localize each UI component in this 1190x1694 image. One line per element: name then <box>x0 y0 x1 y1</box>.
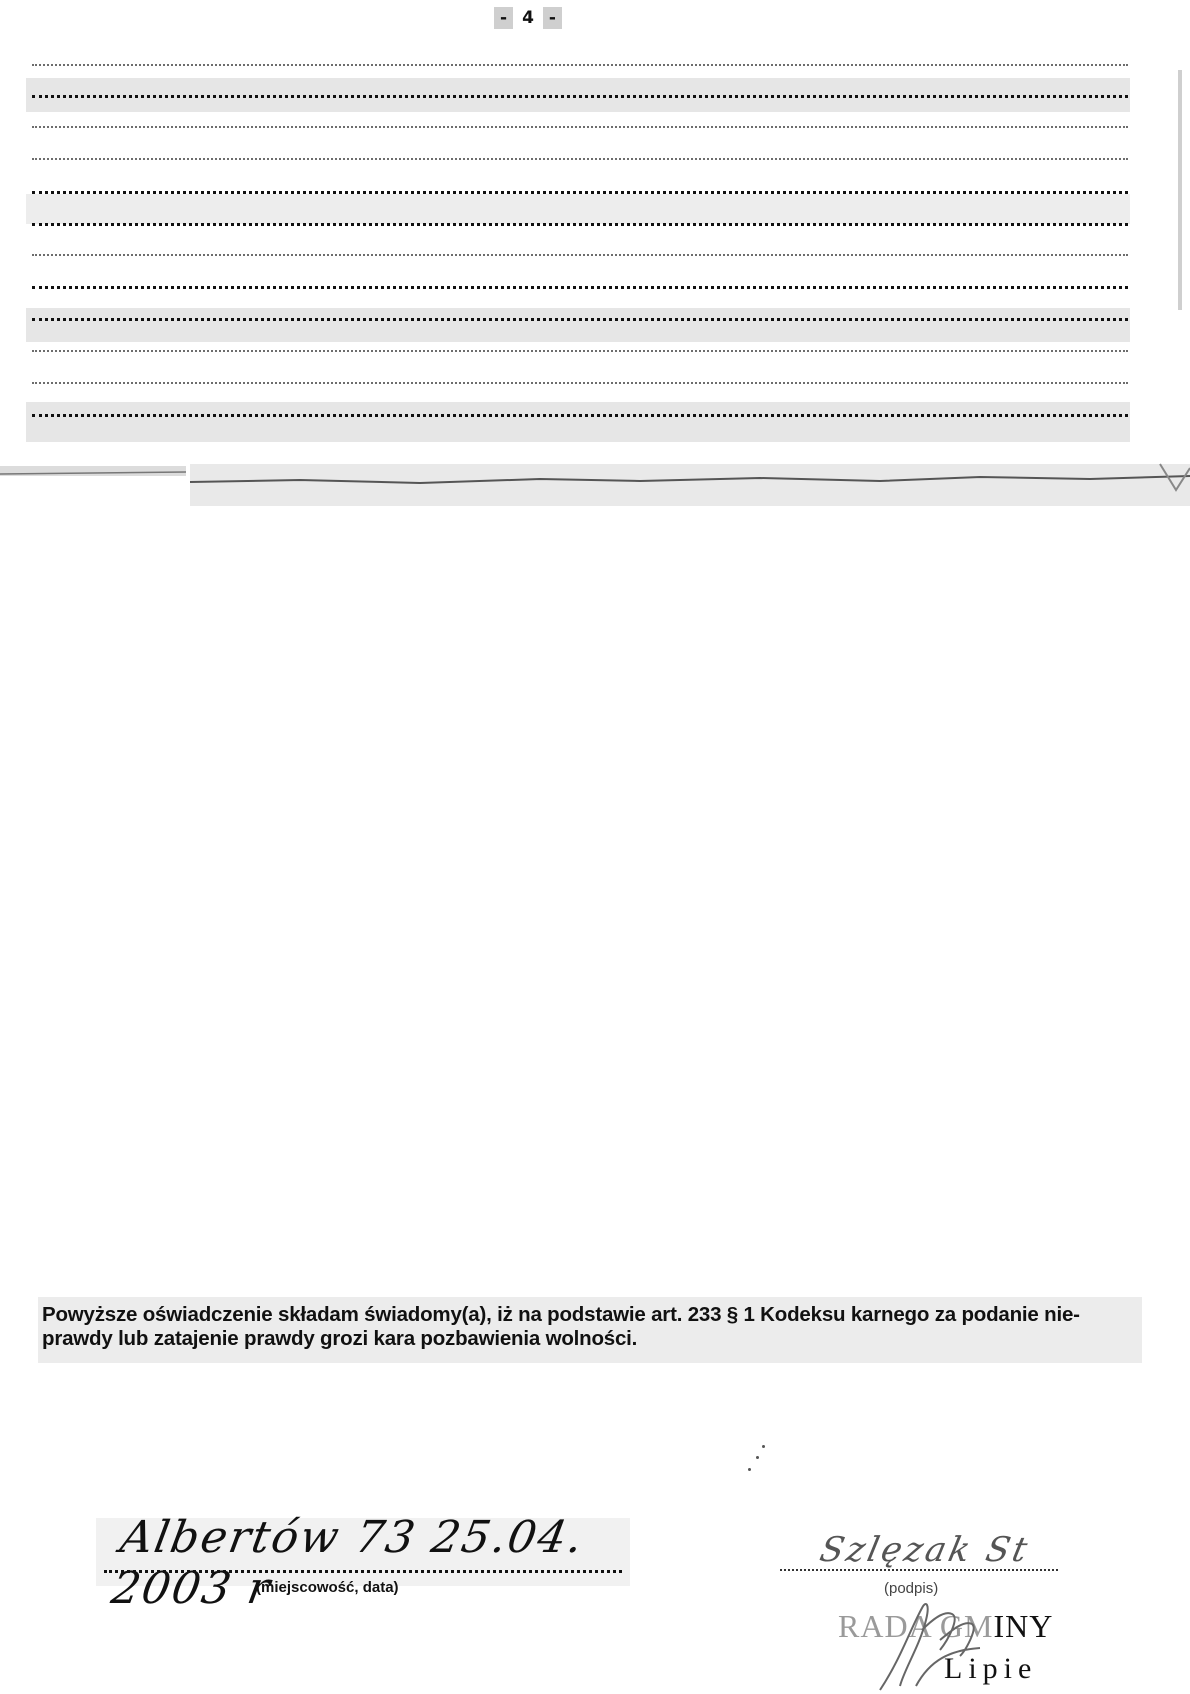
scan-speck <box>756 1456 759 1459</box>
dotted-line <box>32 64 1128 66</box>
dotted-line <box>32 158 1128 160</box>
page-number-dash-right: - <box>543 7 562 29</box>
dotted-line <box>32 382 1128 384</box>
stamp-line-1-text: INY <box>993 1608 1054 1644</box>
torn-paper-edge <box>0 460 1190 508</box>
dotted-line <box>32 318 1128 321</box>
scan-edge-bar <box>1178 70 1182 310</box>
dotted-line <box>32 254 1128 256</box>
place-date-label: (miejscowość, data) <box>256 1579 399 1596</box>
dotted-lines-section <box>26 52 1130 444</box>
dotted-line <box>32 350 1128 352</box>
scan-speck <box>762 1445 765 1448</box>
scan-shade <box>26 308 1130 342</box>
scan-shade <box>26 194 1130 224</box>
page-number <box>494 6 562 30</box>
dotted-line <box>32 414 1128 417</box>
dotted-line <box>32 191 1128 194</box>
stamp-signature-scribble <box>860 1590 1000 1694</box>
signature-label: (podpis) <box>884 1580 939 1597</box>
page-number-dash-left: - <box>494 7 513 29</box>
page-number-value: 4 <box>522 8 534 28</box>
stamp-line-2: Lipie <box>944 1652 1038 1685</box>
scan-speck <box>748 1468 751 1471</box>
dotted-line <box>32 223 1128 226</box>
dotted-line <box>32 95 1128 98</box>
signature-line <box>780 1569 1058 1571</box>
legal-statement <box>42 1303 1142 1351</box>
stamp-line-1-faded: RADA GM <box>838 1608 994 1644</box>
legal-statement-line-1: Powyższe oświadczenie składam świadomy(a), iż na podstawie art. 233 § 1 Kodeksu karnego za podanie nie- <box>42 1303 1080 1326</box>
scan-shade <box>26 402 1130 442</box>
place-date-handwritten: Albertów 73 25.04. 2003 r <box>107 1512 589 1614</box>
dotted-line <box>32 286 1128 289</box>
legal-statement-line-2: prawdy lub zatajenie prawdy grozi kara pozbawienia wolności. <box>42 1327 638 1350</box>
dotted-line <box>32 126 1128 128</box>
place-date-line <box>104 1570 622 1573</box>
signature-handwritten: Szlęzak St <box>816 1530 1034 1570</box>
